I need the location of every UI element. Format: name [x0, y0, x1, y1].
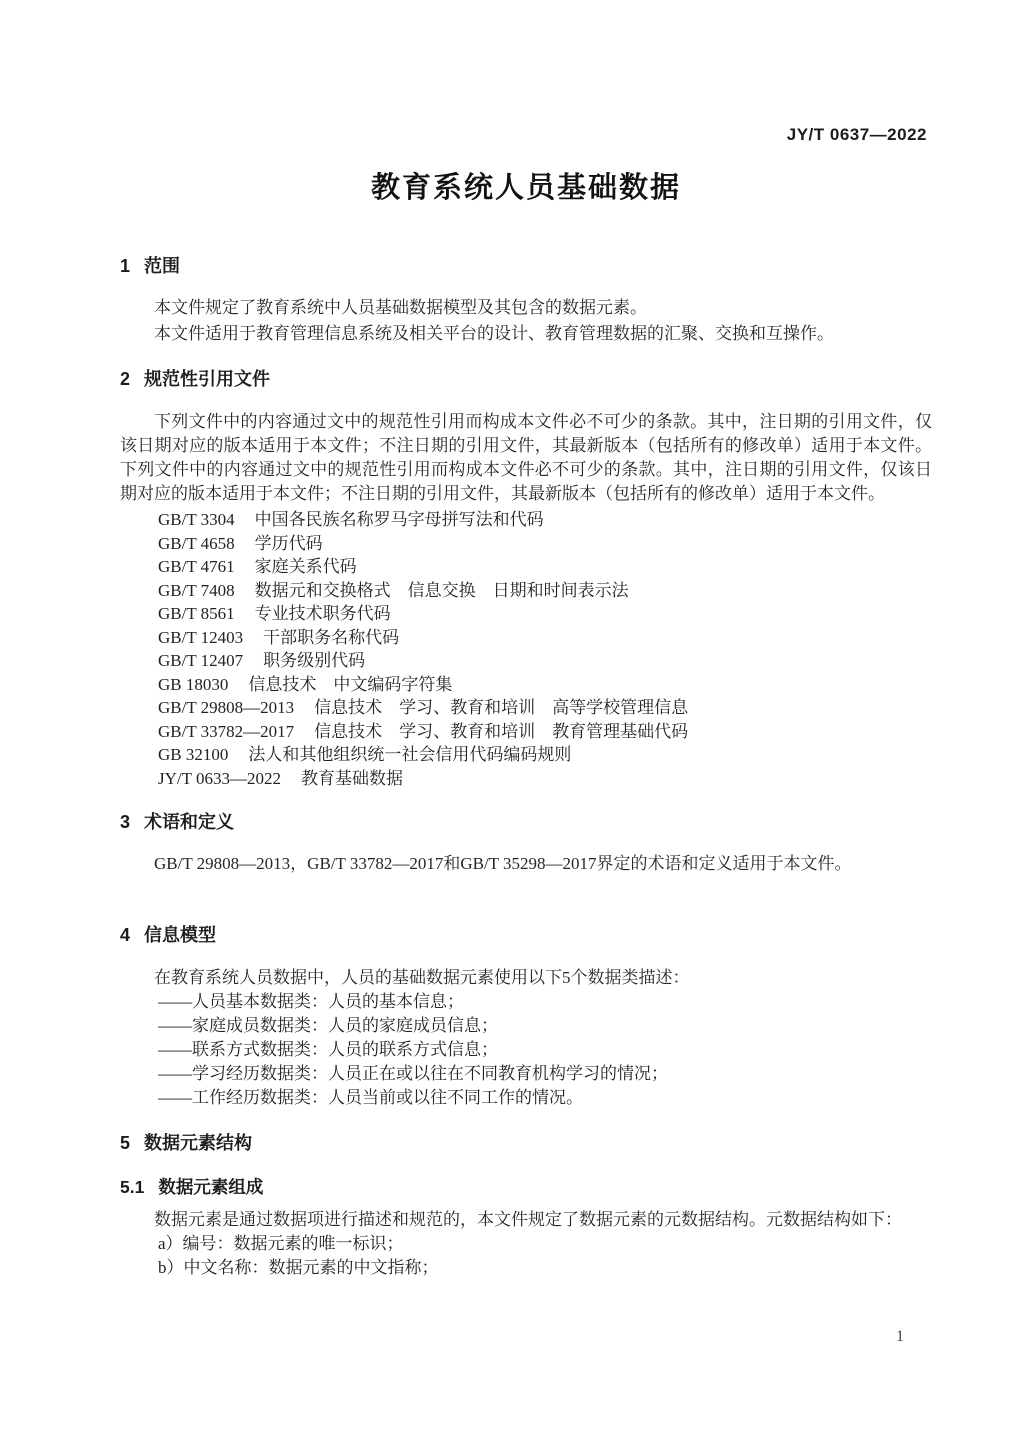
- section-5-heading: [120, 1129, 932, 1155]
- section-3-number: 3: [120, 812, 131, 832]
- section-5-1-heading: [120, 1174, 932, 1199]
- reference-item: [158, 579, 932, 603]
- list-item: ——家庭成员数据类：人员的家庭成员信息；: [158, 1016, 498, 1035]
- paragraph: 本文件适用于教育管理信息系统及相关平台的设计、教育管理数据的汇聚、交换和互操作。: [154, 324, 834, 343]
- page-content: [120, 165, 932, 1280]
- page-title: 教育系统人员基础数据: [370, 172, 681, 204]
- reference-item: [158, 508, 932, 532]
- section-2-title: 规范性引用文件: [144, 369, 271, 389]
- reference-code: GB/T 12407: [158, 651, 244, 670]
- section-2-paragraph: 下列文件中的内容通过文中的规范性引用而构成本文件必不可少的条款。其中，注日期的引用文件，仅该日期对应的版本适用于本文件；不注日期的引用文件，其最新版本（包括所有的修改单）适用于本文件。下列文件中的内容通过文中的规范性引用而构成本文件必不可少的条款。其中，注日期的引用文件，仅该日期对应的版本适用于本文件；不注日期的引用文件，其最新版本（包括所有的修改单）适用于本文件。: [120, 412, 932, 503]
- reference-title: 信息技术 学习、教育和培训 教育管理基础代码: [314, 721, 689, 741]
- reference-title: 学历代码: [254, 533, 323, 553]
- section-3-heading: [120, 808, 932, 834]
- section-4-heading: [120, 921, 932, 947]
- reference-title: 中国各民族名称罗马字母拼写法和代码: [254, 510, 544, 529]
- section-1-title: 范围: [144, 256, 181, 276]
- section-4-number: 4: [120, 925, 131, 945]
- data-class-list: [158, 990, 932, 1110]
- doc-number: JY/T 0637—2022: [786, 125, 927, 144]
- section-1-body: [120, 295, 932, 347]
- reference-item: [158, 649, 932, 673]
- metadata-structure-list: [158, 1232, 932, 1280]
- reference-title: 信息技术 学习、教育和培训 高等学校管理信息: [314, 698, 689, 717]
- reference-title: 专业技术职务代码: [254, 604, 391, 623]
- section-3-title: 术语和定义: [144, 812, 235, 832]
- reference-item: [158, 555, 932, 579]
- reference-code: GB/T 7408: [158, 580, 235, 600]
- reference-title: 数据元和交换格式 信息交换 日期和时间表示法: [254, 580, 629, 600]
- section-3-paragraph: GB/T 29808—2013，GB/T 33782—2017和GB/T 35298—2017界定的术语和定义适用于本文件。: [154, 854, 852, 873]
- paragraph: 本文件规定了教育系统中人员基础数据模型及其包含的数据元素。: [154, 298, 647, 317]
- reference-title: 教育基础数据: [300, 768, 403, 788]
- reference-code: GB 18030: [158, 674, 229, 694]
- reference-code: GB/T 3304: [158, 510, 235, 529]
- section-5-1-number: 5.1: [120, 1177, 145, 1197]
- section-5-number: 5: [120, 1133, 131, 1153]
- reference-item: [158, 602, 932, 626]
- reference-title: 家庭关系代码: [254, 557, 357, 576]
- reference-title: 干部职务名称代码: [263, 627, 400, 647]
- list-item: a）编号：数据元素的唯一标识；: [158, 1234, 404, 1253]
- reference-item: [158, 626, 932, 650]
- section-5-title: 数据元素结构: [144, 1133, 253, 1153]
- list-item: ——学习经历数据类：人员正在或以往在不同教育机构学习的情况；: [158, 1064, 668, 1083]
- reference-item: [158, 720, 932, 744]
- reference-item: [158, 673, 932, 697]
- reference-code: GB 32100: [158, 745, 229, 764]
- section-4-title: 信息模型: [144, 925, 217, 945]
- section-2-number: 2: [120, 369, 131, 389]
- reference-code: GB/T 4761: [158, 557, 235, 576]
- reference-item: [158, 767, 932, 791]
- reference-item: [158, 532, 932, 556]
- section-2-heading: [120, 365, 932, 391]
- reference-title: 职务级别代码: [263, 651, 366, 670]
- page-number: 1: [896, 1328, 904, 1345]
- section-5-1-title: 数据元素组成: [158, 1177, 264, 1197]
- reference-title: 法人和其他组织统一社会信用代码编码规则: [248, 745, 572, 764]
- reference-item: [158, 696, 932, 720]
- reference-code: GB/T 33782—2017: [158, 721, 295, 741]
- reference-list: [158, 508, 932, 790]
- list-item: b）中文名称：数据元素的中文指称；: [158, 1258, 439, 1277]
- section-1-heading: [120, 252, 932, 278]
- reference-title: 信息技术 中文编码字符集: [248, 674, 453, 694]
- reference-code: JY/T 0633—2022: [158, 768, 281, 788]
- reference-item: [158, 743, 932, 767]
- section-4-intro: 在教育系统人员数据中，人员的基础数据元素使用以下5个数据类描述：: [154, 968, 690, 987]
- reference-code: GB/T 8561: [158, 604, 235, 623]
- reference-code: GB/T 29808—2013: [158, 698, 295, 717]
- section-1-number: 1: [120, 256, 131, 276]
- reference-code: GB/T 12403: [158, 627, 244, 647]
- list-item: ——联系方式数据类：人员的联系方式信息；: [158, 1040, 498, 1059]
- list-item: ——工作经历数据类：人员当前或以往不同工作的情况。: [158, 1088, 583, 1107]
- list-item: ——人员基本数据类：人员的基本信息；: [158, 992, 464, 1011]
- section-5-1-intro: 数据元素是通过数据项进行描述和规范的，本文件规定了数据元素的元数据结构。元数据结构如下：: [154, 1210, 902, 1229]
- reference-code: GB/T 4658: [158, 533, 235, 553]
